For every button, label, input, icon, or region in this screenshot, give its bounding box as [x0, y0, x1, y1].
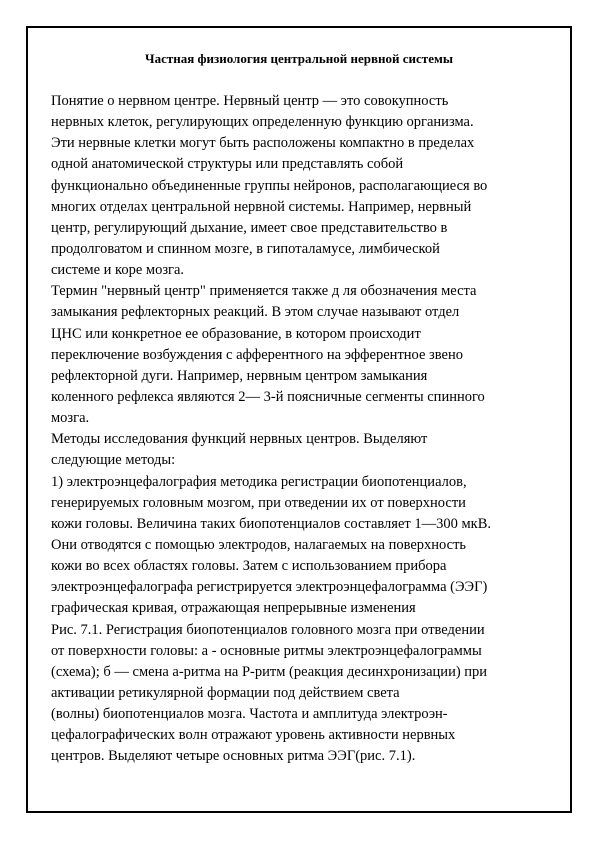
- text-line: ЦНС или конкретное ее образование, в котором происходит: [51, 325, 421, 342]
- text-line: цефалографических волн отражают уровень активности нервных: [51, 727, 456, 744]
- text-line: функционально объединенные группы нейронов, располагающиеся во: [51, 177, 488, 194]
- text-line: Рис. 7.1. Регистрация биопотенциалов головного мозга при отведении: [51, 621, 485, 638]
- text-line: нервных клеток, регулирующих определенную функцию организма.: [51, 114, 474, 131]
- text-line: Понятие о нервном центре. Нервный центр — это совокупность: [51, 93, 449, 109]
- text-line: замыкания рефлекторных реакций. В этом случае называют отдел: [51, 304, 460, 321]
- text-line: рефлекторной дуги. Например, нервным центром замыкания: [51, 367, 428, 384]
- text-line: Они отводятся с помощью электродов, налагаемых на поверхность: [51, 536, 467, 553]
- text-line: активации ретикулярной формации под действием света: [51, 684, 400, 701]
- text-line: продолговатом и спинном мозге, в гипоталамусе, лимбической: [51, 240, 440, 257]
- text-line: генерируемых головным мозгом, при отведении их от поверхности: [51, 494, 466, 511]
- text-line: системе и коре мозга.: [51, 262, 185, 279]
- text-line: электроэнцефалографа регистрируется электроэнцефалограмма (ЭЭГ): [51, 579, 488, 596]
- text-line: кожи во всех областях головы. Затем с использованием прибора: [51, 558, 447, 575]
- text-line: графическая кривая, отражающая непрерывные изменения: [51, 600, 416, 617]
- text-line: коленного рефлекса являются 2— 3-й поясничные сегменты спинного: [51, 388, 485, 405]
- text-line: переключение возбуждения с афферентного на эфферентное звено: [51, 346, 463, 363]
- document-title: Частная физиология центральной нервной системы: [145, 51, 453, 66]
- text-line: 1) электроэнцефалография методика регистрации биопотенциалов,: [51, 473, 467, 490]
- text-line: центр, регулирующий дыхание, имеет свое представительство в: [51, 219, 448, 236]
- text-line: от поверхности головы: а - основные ритмы электроэнцефалограммы: [51, 642, 482, 659]
- text-line: многих отделах центральной нервной системы. Например, нервный: [51, 198, 472, 215]
- text-line: кожи головы. Величина таких биопотенциалов составляет 1—300 мкВ.: [51, 515, 491, 532]
- text-line: (волны) биопотенциалов мозга. Частота и амплитуда электроэн-: [51, 706, 448, 723]
- text-line: Методы исследования функций нервных центров. Выделяют: [51, 431, 428, 448]
- document-body: [51, 91, 551, 768]
- text-line: (схема); б — смена а-ритма на Р-ритм (реакция десинхронизации) при: [51, 663, 488, 680]
- text-line: Термин "нервный центр" применяется также д ля обозначения места: [51, 283, 477, 300]
- text-line: одной анатомической структуры или представлять собой: [51, 156, 404, 173]
- text-line: центров. Выделяют четыре основных ритма ЭЭГ(рис. 7.1).: [51, 748, 416, 765]
- text-line: мозга.: [51, 410, 90, 427]
- text-line: Эти нервные клетки могут быть расположены компактно в пределах: [51, 135, 475, 152]
- text-line: следующие методы:: [51, 452, 176, 469]
